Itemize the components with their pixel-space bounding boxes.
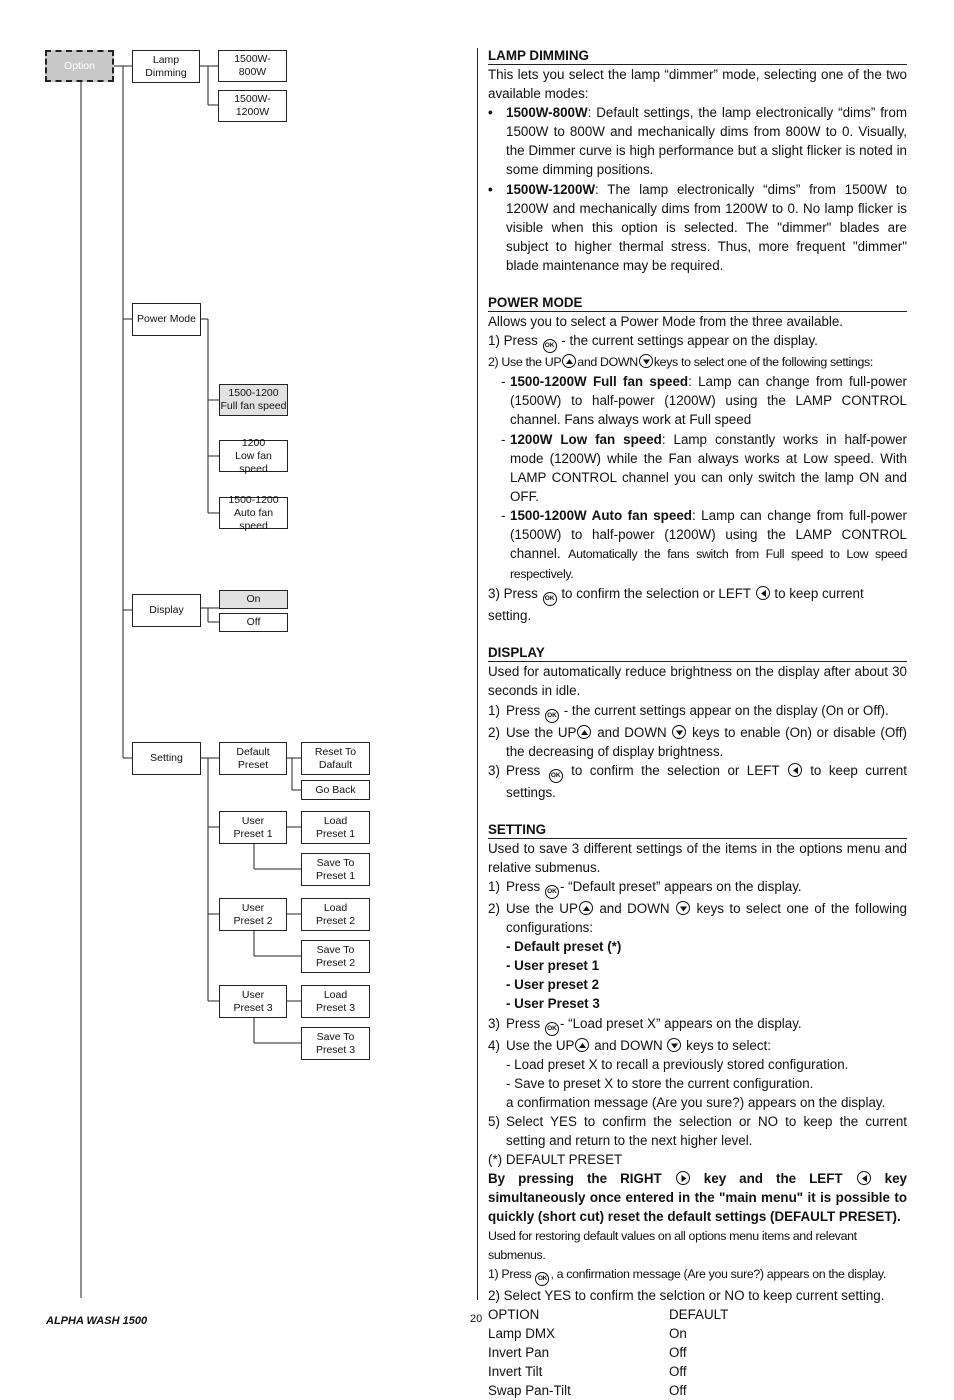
restore-note: Used for restoring default values on all options menu items and relevant submenus. xyxy=(488,1228,857,1262)
left-arrow-icon xyxy=(756,586,770,600)
down-arrow-icon xyxy=(639,354,653,368)
config-default: - Default preset (*) xyxy=(506,939,622,955)
setting-save-line: - Save to preset X to store the current configuration. xyxy=(506,1075,814,1091)
config-user-1: - User preset 1 xyxy=(506,958,600,974)
restore-step-1: 1) Press OK , a confirmation message (Are you sure?) appears on the display. xyxy=(488,1265,907,1286)
power-option-3: - 1500-1200W Auto fan speed: Lamp can change from full-power (1500W) to half-power (1200W) using the LAMP CONTROL channel. Automatically the fans switch from Full speed to Low speed respectively. xyxy=(501,507,907,582)
manual-text xyxy=(488,47,907,1400)
menu-save-preset-1: Save To Preset 1 xyxy=(301,853,370,886)
ok-icon: OK xyxy=(535,1272,549,1286)
display-step-1: 1) Press OK - the current settings appear on the display (On or Off). xyxy=(488,701,907,723)
defaults-table-row: Swap Pan-Tilt Off xyxy=(488,1383,687,1399)
menu-load-preset-3: Load Preset 3 xyxy=(301,985,370,1018)
down-arrow-icon xyxy=(672,725,686,739)
config-user-2: - User preset 2 xyxy=(506,977,600,993)
defaults-table-row: Invert Pan Off xyxy=(488,1344,687,1360)
setting-step-3: 3) Press OK - “Load preset X” appears on the display. xyxy=(488,1014,907,1036)
menu-user-preset-2: User Preset 2 xyxy=(219,898,287,931)
tree-connectors xyxy=(0,0,470,1310)
menu-user-preset-1: User Preset 1 xyxy=(219,811,287,844)
menu-dimming-1500-1200: 1500W- 1200W xyxy=(218,90,287,122)
menu-dimming-1500-800: 1500W- 800W xyxy=(218,50,287,82)
power-step-1: 1) Press OK - the current settings appear on the display. xyxy=(488,331,907,353)
ok-icon: OK xyxy=(543,592,557,606)
setting-confirm-line: a confirmation message (Are you sure?) appears on the display. xyxy=(506,1094,886,1110)
menu-power-mode: Power Mode xyxy=(132,303,201,336)
menu-load-preset-2: Load Preset 2 xyxy=(301,898,370,931)
menu-display-on: On xyxy=(219,590,288,609)
setting-step-5: 5) Select YES to confirm the selection or NO to keep the current setting and return to the next higher level. xyxy=(488,1113,907,1149)
ok-icon: OK xyxy=(545,1022,559,1036)
section-title-display: DISPLAY xyxy=(488,644,907,662)
lamp-b2-text: : The lamp electronically “dims” from 1500W to 1200W and mechanically dims from 1200W to 0. No lamp flicker is visible when this option is selected. The "dimmer" blades are subject to higher thermal stress. Thus, more frequent "dimmer" blade maintenance may be required. xyxy=(506,181,907,273)
restore-step-2: 2) Select YES to confirm the selction or NO to keep current setting. xyxy=(488,1287,885,1303)
lamp-intro: This lets you select the lamp “dimmer” mode, selecting one of the two available modes: xyxy=(488,67,907,102)
defaults-table-row: Invert Tilt Off xyxy=(488,1364,687,1380)
lamp-b1-text: : Default settings, the lamp electronically “dims” from 1500W to 800W and mechanically dims from 800W to 0. Visually, the Dimmer curve is high performance but a slight flicker is noted in some dimming positions. xyxy=(506,105,907,178)
bullet: • xyxy=(488,105,493,121)
menu-reset-to-default: Reset To Dafault xyxy=(301,742,370,775)
power-step-2: 2) Use the UP and DOWN keys to select one of the following settings: xyxy=(488,355,873,370)
menu-setting: Setting xyxy=(132,742,201,775)
menu-option: Option xyxy=(45,50,114,82)
power-option-2: - 1200W Low fan speed: Lamp constantly works in half-power mode (1200W) while the Fan always works at Low speed. With LAMP CONTROL channel you can only switch the lamp ON and OFF. xyxy=(501,431,907,504)
up-arrow-icon xyxy=(577,725,591,739)
display-intro: Used for automatically reduce brightness on the display after about 30 seconds in idle. xyxy=(488,664,907,699)
left-arrow-icon xyxy=(857,1171,871,1185)
config-user-3: - User Preset 3 xyxy=(506,996,600,1012)
section-title-setting: SETTING xyxy=(488,821,907,839)
menu-display: Display xyxy=(132,594,201,627)
lamp-bullet-2 xyxy=(488,180,907,275)
setting-intro: Used to save 3 different settings of the items in the options menu and relative submenus. xyxy=(488,840,907,875)
display-step-3: 3) Press OK to confirm the selection or LEFT to keep current settings. xyxy=(488,762,907,800)
menu-power-low-fan: 1200 Low fan speed xyxy=(219,440,288,472)
setting-step-2: 2) Use the UP and DOWN keys to select one of the following configurations: xyxy=(488,901,907,936)
bullet: • xyxy=(488,181,493,197)
menu-save-preset-3: Save To Preset 3 xyxy=(301,1027,370,1060)
shortcut-reset-text: By pressing the RIGHT key and the LEFT key simultaneously once entered in the "main menu" it is possible to quickly (short cut) reset the default settings (DEFAULT PRESET). xyxy=(488,1171,907,1225)
down-arrow-icon xyxy=(667,1038,681,1052)
menu-default-preset: Default Preset xyxy=(219,742,287,775)
menu-power-full-fan: 1500-1200 Full fan speed xyxy=(219,384,288,416)
default-preset-heading: (*) DEFAULT PRESET xyxy=(488,1152,623,1168)
section-title-power-mode: POWER MODE xyxy=(488,294,907,312)
lamp-b2-bold: 1500W-1200W xyxy=(506,181,596,197)
power-option-1: - 1500-1200W Full fan speed: Lamp can change from full-power (1500W) to half-power (1200W) using the LAMP CONTROL channel. Fans always work at Full speed xyxy=(501,374,907,428)
menu-tree xyxy=(0,0,470,1310)
lamp-b1-bold: 1500W-800W xyxy=(506,105,588,121)
menu-go-back: Go Back xyxy=(301,780,370,800)
ok-icon: OK xyxy=(543,339,557,353)
setting-step-1: 1) Press OK - “Default preset” appears on the display. xyxy=(488,877,907,899)
ok-icon: OK xyxy=(545,885,559,899)
lamp-bullet-1 xyxy=(488,103,907,179)
up-arrow-icon xyxy=(579,901,593,915)
menu-lamp-dimming: Lamp Dimming xyxy=(132,50,200,83)
menu-display-off: Off xyxy=(219,613,288,632)
setting-load-line: - Load preset X to recall a previously stored configuration. xyxy=(506,1056,849,1072)
page-number: 20 xyxy=(470,1313,483,1325)
column-divider xyxy=(477,48,478,1300)
ok-icon: OK xyxy=(545,709,559,723)
power-intro: Allows you to select a Power Mode from the three available. xyxy=(488,314,844,330)
ok-icon: OK xyxy=(549,769,563,783)
setting-step-4: 4) Use the UP and DOWN keys to select: xyxy=(488,1037,771,1053)
defaults-table-header: OPTION DEFAULT xyxy=(488,1306,729,1322)
power-step-3: 3) Press OK to confirm the selection or LEFT to keep current setting. xyxy=(488,586,864,624)
menu-power-auto-fan: 1500-1200 Auto fan speed xyxy=(219,497,288,529)
section-title-lamp-dimming: LAMP DIMMING xyxy=(488,47,907,65)
up-arrow-icon xyxy=(575,1038,589,1052)
menu-user-preset-3: User Preset 3 xyxy=(219,985,287,1018)
menu-save-preset-2: Save To Preset 2 xyxy=(301,940,370,973)
left-arrow-icon xyxy=(788,763,802,777)
footer-product-name: ALPHA WASH 1500 xyxy=(46,1315,148,1327)
menu-load-preset-1: Load Preset 1 xyxy=(301,811,370,844)
defaults-table-row: Lamp DMX On xyxy=(488,1325,687,1341)
up-arrow-icon xyxy=(562,354,576,368)
right-arrow-icon xyxy=(676,1171,690,1185)
display-step-2: 2) Use the UP and DOWN keys to enable (On) or disable (Off) the decreasing of display brightness. xyxy=(488,724,907,759)
down-arrow-icon xyxy=(676,901,690,915)
